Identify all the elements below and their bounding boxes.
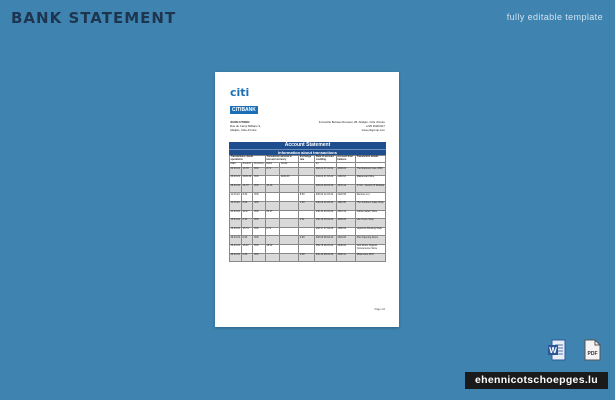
brand-banner[interactable]: ehennicotschoepges.lu <box>465 372 608 389</box>
pdf-icon-label: PDF <box>587 351 598 357</box>
cell-date: 26.03.22 <box>230 244 242 253</box>
cell-date: 15.04.22 <box>230 219 242 228</box>
table-row <box>230 236 386 245</box>
cell-datec: 440.14 24.03.22 <box>315 210 337 219</box>
cell-details: Liquorize Brewing Shop <box>356 227 386 236</box>
cell-currency: XOF <box>253 236 265 245</box>
table-row <box>230 184 386 193</box>
word-icon-letter: W <box>549 346 557 355</box>
customer-address <box>230 120 300 132</box>
cell-rate <box>299 244 315 253</box>
cell-debit <box>265 253 280 262</box>
cell-rate: 0.00 <box>299 236 315 245</box>
header-transaction-amount: Transaction amount in account currency <box>265 156 299 163</box>
cell-balance: 1380.00 <box>336 227 355 236</box>
table-header-row <box>230 156 386 163</box>
subheader-currency: Currency <box>253 162 264 166</box>
cell-rate <box>299 176 315 185</box>
cell-datec: 430.19 15.04.22 <box>315 219 337 228</box>
cell-amount: 0.11 <box>242 219 253 228</box>
section-subtitle: Information about transactions <box>229 149 386 156</box>
cell-amount: 18.42 <box>242 244 253 253</box>
table-row <box>230 219 386 228</box>
cell-amount: 13.74 <box>242 227 253 236</box>
cell-credit <box>280 219 299 228</box>
citibank-logo <box>230 86 267 113</box>
cell-currency: XOF <box>253 167 265 176</box>
table-row <box>230 201 386 210</box>
cell-currency: XOF <box>253 201 265 210</box>
header-details: Transaction details <box>356 156 386 163</box>
subheader-credit: Credit <box>280 163 299 167</box>
statement-document <box>215 72 399 327</box>
header-transactions: Transactions, detail operations <box>230 156 266 163</box>
cell-debit: 18.42 <box>265 244 280 253</box>
cell-details: Adobe Sellen Wine <box>356 210 386 219</box>
header-date-account: Date of account crediting <box>315 156 337 163</box>
cell-datec: 400.17 17.04.22 <box>315 227 337 236</box>
table-row <box>230 227 386 236</box>
cell-debit: 10.14 <box>265 184 280 193</box>
page-number: Page 1/1 <box>374 308 385 311</box>
cell-credit <box>280 244 299 253</box>
cell-credit <box>280 236 299 245</box>
cell-debit <box>265 219 280 228</box>
page-subtitle: fully editable template <box>506 12 603 22</box>
cell-datec: 400.21 07.03.22 <box>315 167 337 176</box>
cell-currency: XOF <box>253 219 265 228</box>
cell-datec: 400.00 12.03.22 <box>315 201 337 210</box>
header-exchange-rate: Exchange rate <box>299 156 315 163</box>
table-row <box>230 193 386 202</box>
cell-currency: XOF <box>253 193 265 202</box>
bank-address <box>305 120 385 132</box>
page-title: BANK STATEMENT <box>11 9 177 27</box>
cell-credit <box>280 253 299 262</box>
cell-amount: 13.70 <box>242 167 253 176</box>
table-row <box>230 253 386 262</box>
cell-debit: 8.71 <box>265 167 280 176</box>
cell-rate: 0.11 <box>299 219 315 228</box>
word-document-icon[interactable] <box>548 339 566 361</box>
cell-currency: XOF <box>253 184 265 193</box>
table-row <box>230 167 386 176</box>
citi-mark: citi <box>230 86 250 99</box>
customer-name: JOHN CITIZEN <box>230 120 250 124</box>
cell-datec: 400.00 28.04.22 <box>315 236 337 245</box>
cell-debit: 0.74 <box>265 227 280 236</box>
cell-currency: XOF <box>253 210 265 219</box>
header-balance: Account final balance <box>336 156 355 163</box>
subheader-amount: Amount <box>242 162 251 166</box>
customer-address-line2: Abidjan, Côte d'Ivoire <box>230 128 257 132</box>
cell-date: 11.03.22 <box>230 193 242 202</box>
cell-debit <box>265 176 280 185</box>
cell-credit <box>280 167 299 176</box>
cell-balance: 4400.03 <box>336 167 355 176</box>
cell-debit <box>265 201 280 210</box>
subheader-date: Date <box>230 163 242 167</box>
cell-datec: 400.21 09.03.22 <box>315 184 337 193</box>
cell-credit <box>280 184 299 193</box>
cell-balance: 1301.00 <box>336 236 355 245</box>
cell-balance: 1000.00 <box>336 219 355 228</box>
cell-amount: 0.00 <box>242 253 253 262</box>
cell-details: The Southern Cake Shop <box>356 201 386 210</box>
cell-details: Mercure Lut <box>356 193 386 202</box>
cell-rate: 4.60 <box>299 201 315 210</box>
cell-date: 16.04.22 <box>230 227 242 236</box>
cell-balance: 1100.03 <box>336 176 355 185</box>
cell-currency: XOF <box>253 253 265 262</box>
cell-date: 06.03.22 <box>230 176 242 185</box>
cell-debit: 20.17 <box>265 210 280 219</box>
cell-credit <box>280 201 299 210</box>
section-title: Account Statement <box>229 142 386 149</box>
cell-rate: 0.00 <box>299 253 315 262</box>
cell-balance: 1270.14 <box>336 184 355 193</box>
cell-date: 29.03.22 <box>230 253 242 262</box>
subheader-for: for <box>315 163 337 167</box>
cell-rate: 8.60 <box>299 193 315 202</box>
cell-balance: 1010.12 <box>336 210 355 219</box>
cell-rate <box>299 167 315 176</box>
cell-balance: 1222.90 <box>336 193 355 202</box>
cell-amount: 2100.00 <box>242 176 253 185</box>
cell-amount: 0.00 <box>242 236 253 245</box>
cell-balance: 1238.00 <box>336 244 355 253</box>
cell-date: 04.03.22 <box>230 167 242 176</box>
cell-date: 11.03.22 <box>230 201 242 210</box>
cell-datec: 400.12 28.03.22 <box>315 253 337 262</box>
pdf-document-icon[interactable] <box>583 339 601 361</box>
table-row <box>230 210 386 219</box>
transactions-table <box>229 155 386 262</box>
cell-datec: 441.61 07.03.22 <box>315 176 337 185</box>
bank-address-line1: Immeuble Botreau Roussel, 28, Abidjan, Côte d'Ivoire <box>318 120 385 124</box>
cell-date: 09.03.22 <box>230 184 242 193</box>
bank-address-line2: +225 20204117 <box>365 124 385 128</box>
table-row <box>230 244 386 253</box>
cell-date: 26.04.22 <box>230 236 242 245</box>
cell-balance: 1190.00 <box>336 201 355 210</box>
cell-datec: 399.78 28.03.22 <box>315 244 337 253</box>
cell-amount: 20.17 <box>242 210 253 219</box>
cell-details: G.S.F. - Exotic Of Rebella <box>356 184 386 193</box>
cell-credit <box>280 227 299 236</box>
cell-amount: 8.60 <box>242 193 253 202</box>
cell-amount: 8.60 <box>242 201 253 210</box>
cell-datec: 400.00 12.03.22 <box>315 193 337 202</box>
cell-details: Life Home Shop <box>356 219 386 228</box>
cell-details: Plus Opening Room <box>356 236 386 245</box>
cell-currency: XOF <box>253 244 265 253</box>
cell-date: 21.03.22 <box>230 210 242 219</box>
cell-amount: 14.70 <box>242 184 253 193</box>
subheader-debit: Debit <box>265 163 280 167</box>
customer-address-line1: Rue du Camp Militaire 9, <box>230 124 261 128</box>
cell-currency: XOF <box>253 176 265 185</box>
cell-credit <box>280 193 299 202</box>
cell-details: Millennium ATM <box>356 253 386 262</box>
bank-address-line3: www.citigroup.com <box>361 128 385 132</box>
cell-balance: 1260.11 <box>336 253 355 262</box>
cell-debit <box>265 193 280 202</box>
cell-currency: XOF <box>253 227 265 236</box>
cell-rate <box>299 184 315 193</box>
cell-details: Just Direct Organic Convenience Store <box>356 244 386 253</box>
cell-credit: 1100.03 <box>280 176 299 185</box>
cell-rate <box>299 227 315 236</box>
cell-details: Mastercard Wire <box>356 176 386 185</box>
citibank-wordmark: CITIBANK <box>232 107 256 113</box>
cell-credit <box>280 210 299 219</box>
cell-details: The Rainbow Cafe 3068 <box>356 167 386 176</box>
table-row <box>230 176 386 185</box>
cell-rate <box>299 210 315 219</box>
cell-debit <box>265 236 280 245</box>
